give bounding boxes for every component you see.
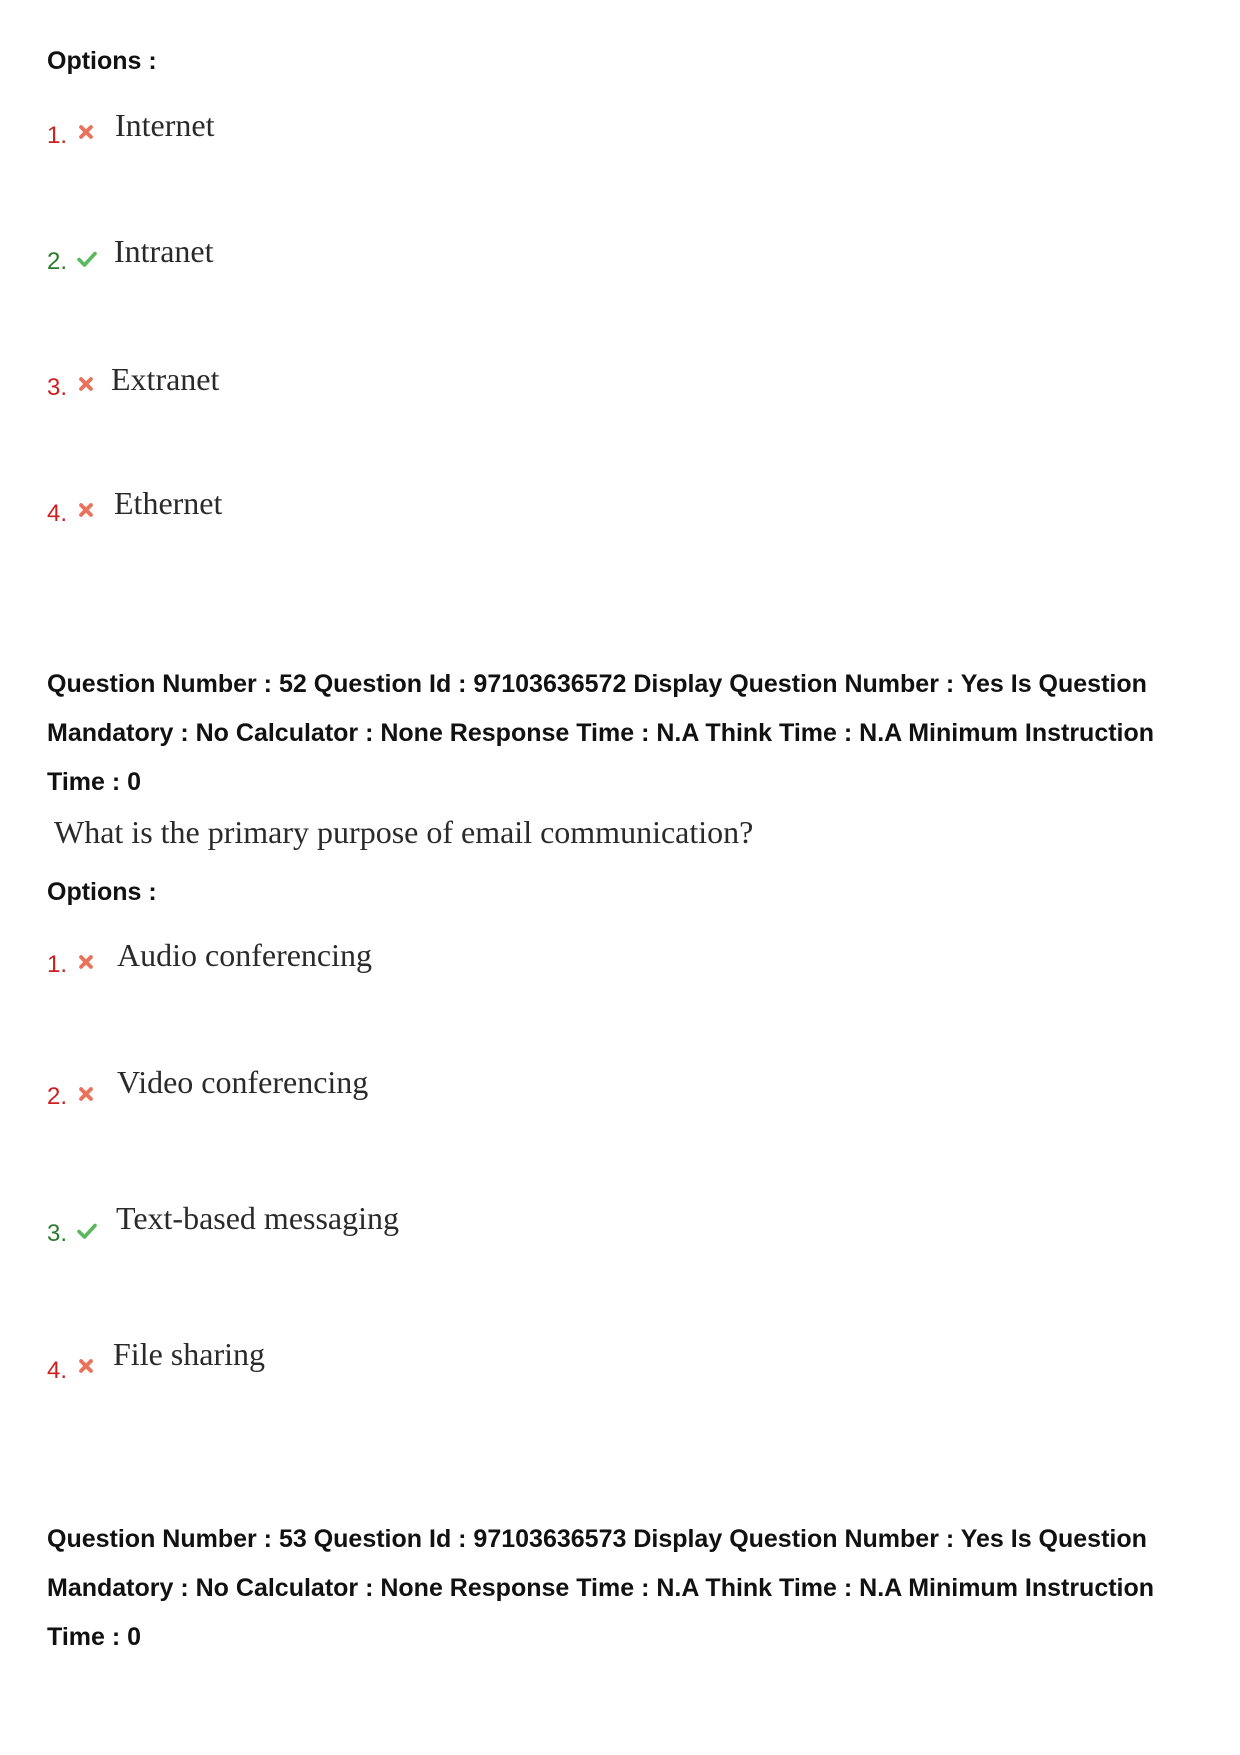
option-text: Audio conferencing	[117, 937, 373, 973]
option-number: 3.	[47, 1220, 68, 1247]
options-label: Options :	[47, 878, 157, 906]
option-number: 4.	[47, 1357, 68, 1384]
option-number: 2.	[47, 1083, 68, 1110]
option-text: File sharing	[113, 1336, 265, 1372]
option-number: 3.	[47, 374, 68, 401]
option-text: Ethernet	[114, 485, 223, 521]
option-text: Internet	[115, 107, 215, 143]
cross-icon	[79, 955, 93, 969]
option-text: Intranet	[114, 233, 214, 269]
cross-icon	[79, 125, 93, 139]
cross-icon	[79, 503, 93, 517]
check-icon	[76, 1222, 98, 1240]
question-meta-line: Question Number : 53 Question Id : 97103636573 Display Question Number : Yes Is Question	[47, 1525, 1147, 1553]
options-label: Options :	[47, 47, 157, 75]
check-icon	[76, 250, 98, 268]
cross-icon	[79, 377, 93, 391]
question-meta-line: Time : 0	[47, 1623, 142, 1651]
option-text: Video conferencing	[117, 1064, 369, 1100]
question-meta-line: Question Number : 52 Question Id : 97103636572 Display Question Number : Yes Is Question	[47, 670, 1147, 698]
option-number: 1.	[47, 951, 68, 978]
cross-icon	[79, 1087, 93, 1101]
question-meta-line: Mandatory : No Calculator : None Response Time : N.A Think Time : N.A Minimum Instruction	[47, 1574, 1155, 1602]
option-text: Text-based messaging	[116, 1200, 400, 1236]
option-number: 1.	[47, 122, 68, 149]
cross-icon	[79, 1359, 93, 1373]
option-number: 4.	[47, 500, 68, 527]
question-meta-line: Time : 0	[47, 768, 142, 796]
question-meta-line: Mandatory : No Calculator : None Response Time : N.A Think Time : N.A Minimum Instruction	[47, 719, 1155, 747]
option-number: 2.	[47, 248, 68, 275]
question-text: What is the primary purpose of email communication?	[54, 814, 754, 850]
option-text: Extranet	[111, 361, 220, 397]
